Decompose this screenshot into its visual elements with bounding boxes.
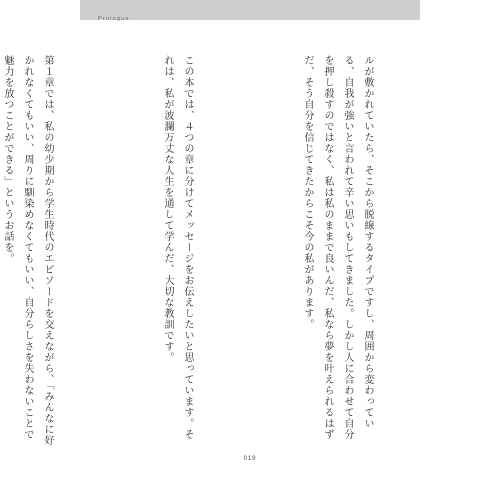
running-header-label: Prologue (98, 16, 130, 22)
paragraph-spacer (97, 55, 117, 450)
running-header-bar (80, 0, 420, 20)
page-number: 019 (243, 456, 257, 462)
body-text-area (2, 55, 417, 450)
paragraph-2: この本では、４つの章に分けてメッセージをお伝えしたいと思っています。それは、私が波瀾万丈な人生を通して学んだ、大切な教訓です。 (162, 55, 193, 440)
paragraph-1: ルが敷かれていたら、そこから脱線するタイプですし、周囲から変わっている、自我が強いと言われて辛い思いもしてきました。しかし人に合わせて自分を押し殺すのではなく、私は私のままで良いんだ、私なら夢を叶えられるはずだ、そう自分を信じてきたからこそ今の私があります。 (302, 55, 373, 440)
paragraph-spacer (237, 55, 257, 450)
paragraph-3: 第１章では、私の幼少期から学生時代のエピソードを交えながら、「みんなに好かれなくてもいい、周りに馴染めなくてもいい、自分らしさを失わないことで魅力を放つことができる」というお話を。 (2, 55, 53, 446)
vertical-text-block (2, 55, 417, 450)
